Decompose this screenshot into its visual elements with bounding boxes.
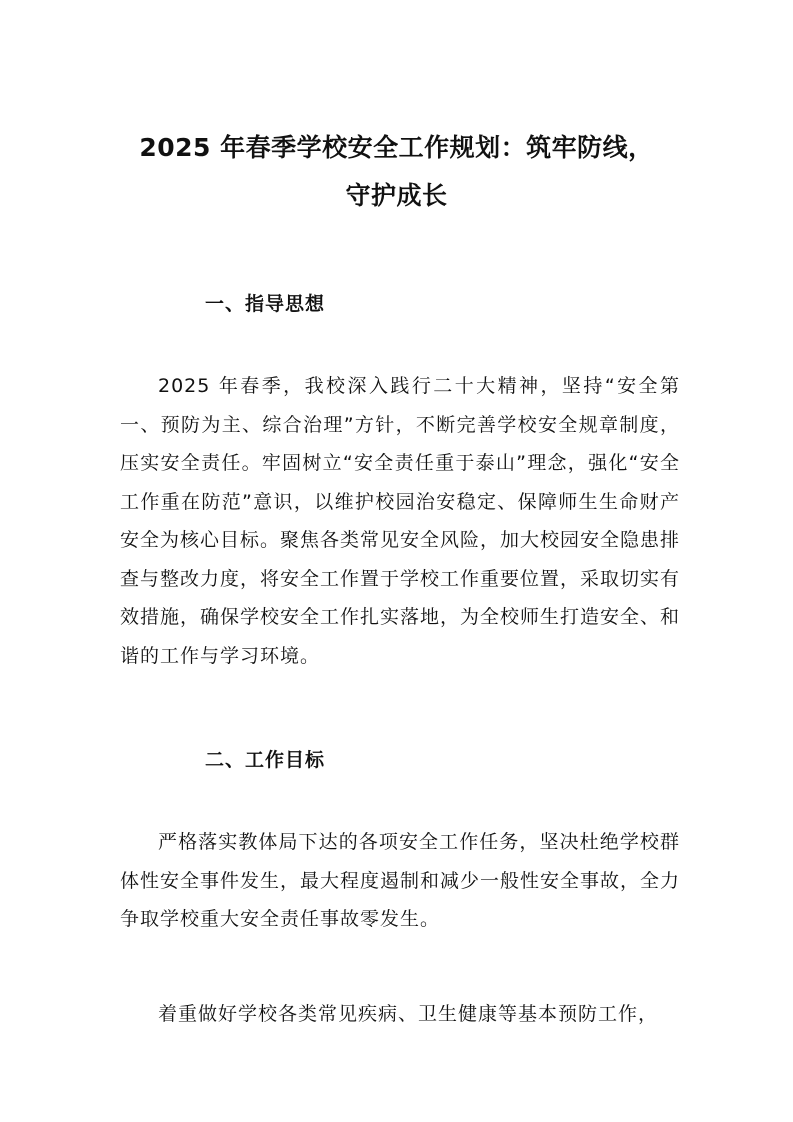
paragraph-disease-prevention: 着重做好学校各类常见疾病、卫生健康等基本预防工作， [158, 1003, 659, 1025]
section-heading-guiding-ideology: 一、指导思想 [205, 293, 326, 315]
section-heading-work-goals: 二、工作目标 [205, 749, 326, 771]
document-title [100, 124, 693, 220]
document-title-line-2: 守护成长 [345, 181, 448, 210]
paragraph-work-goals: 严格落实教体局下达的各项安全工作任务，坚决杜绝学校群体性安全事件发生，最大程度遏制和减少一般性安全事故，全力争取学校重大安全责任事故零发生。 [120, 831, 681, 930]
paragraph-guiding-ideology: 2025 年春季，我校深入践行二十大精神，坚持“安全第一、预防为主、综合治理”方针，不断完善学校安全规章制度，压实安全责任。牢固树立“安全责任重于泰山”理念，强化“安全工作重在防范”意识，以维护校园治安稳定、保障师生生命财产安全为核心目标。聚焦各类常见安全风险，加大校园安全隐患排查与整改力度，将安全工作置于学校工作重要位置，采取切实有效措施，确保学校安全工作扎实落地，为全校师生打造安全、和谐的工作与学习环境。 [120, 375, 681, 667]
document-title-line-1: 2025 年春季学校安全工作规划：筑牢防线， [139, 133, 654, 162]
